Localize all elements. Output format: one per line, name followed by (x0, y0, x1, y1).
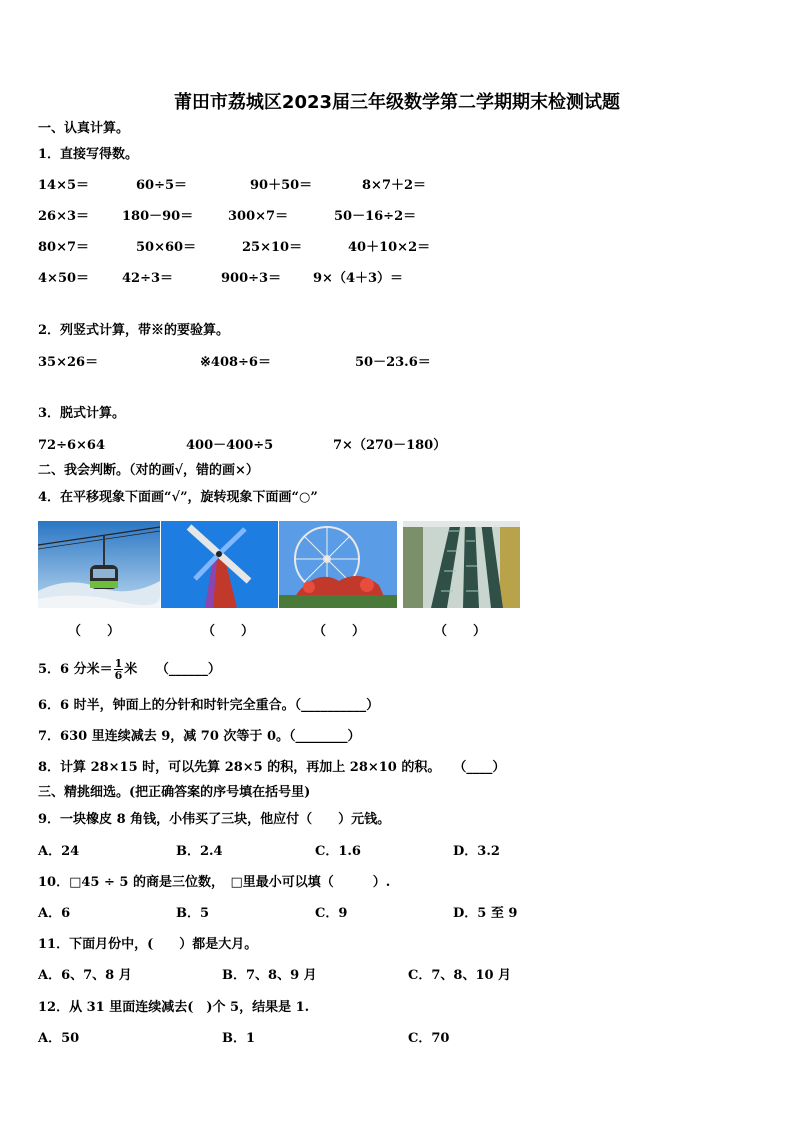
q1-item: 60÷5＝ (136, 178, 188, 193)
q1-item: 80×7＝ (38, 240, 90, 255)
q10-option-d[interactable]: D．5 至 9 (453, 906, 518, 921)
section-2-heading: 二、我会判断。（对的画√，错的画×） (38, 463, 259, 478)
q2-item: ※408÷6＝ (200, 355, 271, 370)
q4-answer-blank[interactable]: （ ） (202, 624, 255, 639)
fraction-denominator: 6 (114, 669, 123, 682)
q5-text: 5．6 分米＝ (38, 662, 113, 677)
q6-text: 6．6 时半，钟面上的分针和时针完全重合。（__________） (38, 698, 380, 713)
q1-item: 50－16÷2＝ (334, 209, 417, 224)
q11-option-a[interactable]: A．6、7、8 月 (38, 968, 132, 983)
fraction (114, 658, 124, 681)
q11-option-c[interactable]: C．7、8、10 月 (408, 968, 512, 983)
q1-item: 40＋10×2＝ (348, 240, 431, 255)
q1-item: 50×60＝ (136, 240, 197, 255)
q2-item: 35×26＝ (38, 355, 99, 370)
q1-item: 900÷3＝ (221, 271, 282, 286)
section-3-heading: 三、精挑细选。(把正确答案的序号填在括号里) (38, 785, 311, 800)
q1-item: 9×（4＋3）＝ (313, 271, 404, 286)
cable-car-image (38, 521, 160, 608)
q12-option-b[interactable]: B．1 (222, 1031, 256, 1046)
q1-label: 1．直接写得数。 (38, 147, 139, 162)
q1-item: 42÷3＝ (122, 271, 174, 286)
q11-label: 11．下面月份中，( ）都是大月。 (38, 937, 258, 952)
windmill-image (161, 521, 278, 608)
q4-answer-blank[interactable]: （ ） (68, 624, 121, 639)
q1-item: 25×10＝ (242, 240, 303, 255)
q5-answer-blank[interactable]: （______） (155, 662, 221, 677)
q1-item: 14×5＝ (38, 178, 90, 193)
q3-item: 400－400÷5 (186, 438, 274, 453)
q5-line (38, 658, 221, 682)
q4-answer-blank[interactable]: （ ） (313, 624, 366, 639)
q11-option-b[interactable]: B．7、8、9 月 (222, 968, 317, 983)
q10-label: 10．□45 ÷ 5 的商是三位数， □里最小可以填（ ）. (38, 875, 391, 890)
q10-option-c[interactable]: C．9 (315, 906, 348, 921)
q7-text: 7．630 里连续减去 9，减 70 次等于 0。（________） (38, 729, 361, 744)
q10-option-a[interactable]: A．6 (38, 906, 71, 921)
q1-item: 8×7＋2＝ (362, 178, 427, 193)
q12-option-c[interactable]: C．70 (408, 1031, 450, 1046)
escalator-image (403, 521, 520, 608)
q8-text: 8．计算 28×15 时，可以先算 28×5 的积，再加上 28×10 的积。 （____） (38, 760, 506, 775)
ferris-wheel-image (279, 521, 397, 608)
q3-item: 7×（270－180） (333, 438, 447, 453)
q5-unit: 米 (124, 662, 138, 677)
q9-option-a[interactable]: A．24 (38, 844, 80, 859)
q3-label: 3．脱式计算。 (38, 406, 126, 421)
q1-item: 4×50＝ (38, 271, 90, 286)
q3-item: 72÷6×64 (38, 438, 106, 453)
q10-option-b[interactable]: B．5 (176, 906, 210, 921)
q9-option-d[interactable]: D．3.2 (453, 844, 500, 859)
q1-item: 90＋50＝ (250, 178, 313, 193)
q2-label: 2．列竖式计算，带※的要验算。 (38, 323, 230, 338)
q12-label: 12．从 31 里面连续减去( )个 5，结果是 1. (38, 1000, 310, 1015)
fraction-numerator: 1 (114, 657, 123, 670)
q1-item: 180－90＝ (122, 209, 194, 224)
q9-option-c[interactable]: C．1.6 (315, 844, 361, 859)
q4-answer-blank[interactable]: （ ） (434, 624, 487, 639)
q2-item: 50－23.6＝ (355, 355, 431, 370)
q1-item: 26×3＝ (38, 209, 90, 224)
q12-option-a[interactable]: A．50 (38, 1031, 80, 1046)
section-1-heading: 一、认真计算。 (38, 121, 130, 136)
q9-option-b[interactable]: B．2.4 (176, 844, 223, 859)
q1-item: 300×7＝ (228, 209, 289, 224)
q4-label: 4．在平移现象下面画“√”，旋转现象下面画“○” (38, 490, 318, 505)
q9-label: 9．一块橡皮 8 角钱，小伟买了三块，他应付（ ）元钱。 (38, 812, 391, 827)
page-title: 莆田市荔城区2023届三年级数学第二学期期末检测试题 (173, 92, 621, 113)
